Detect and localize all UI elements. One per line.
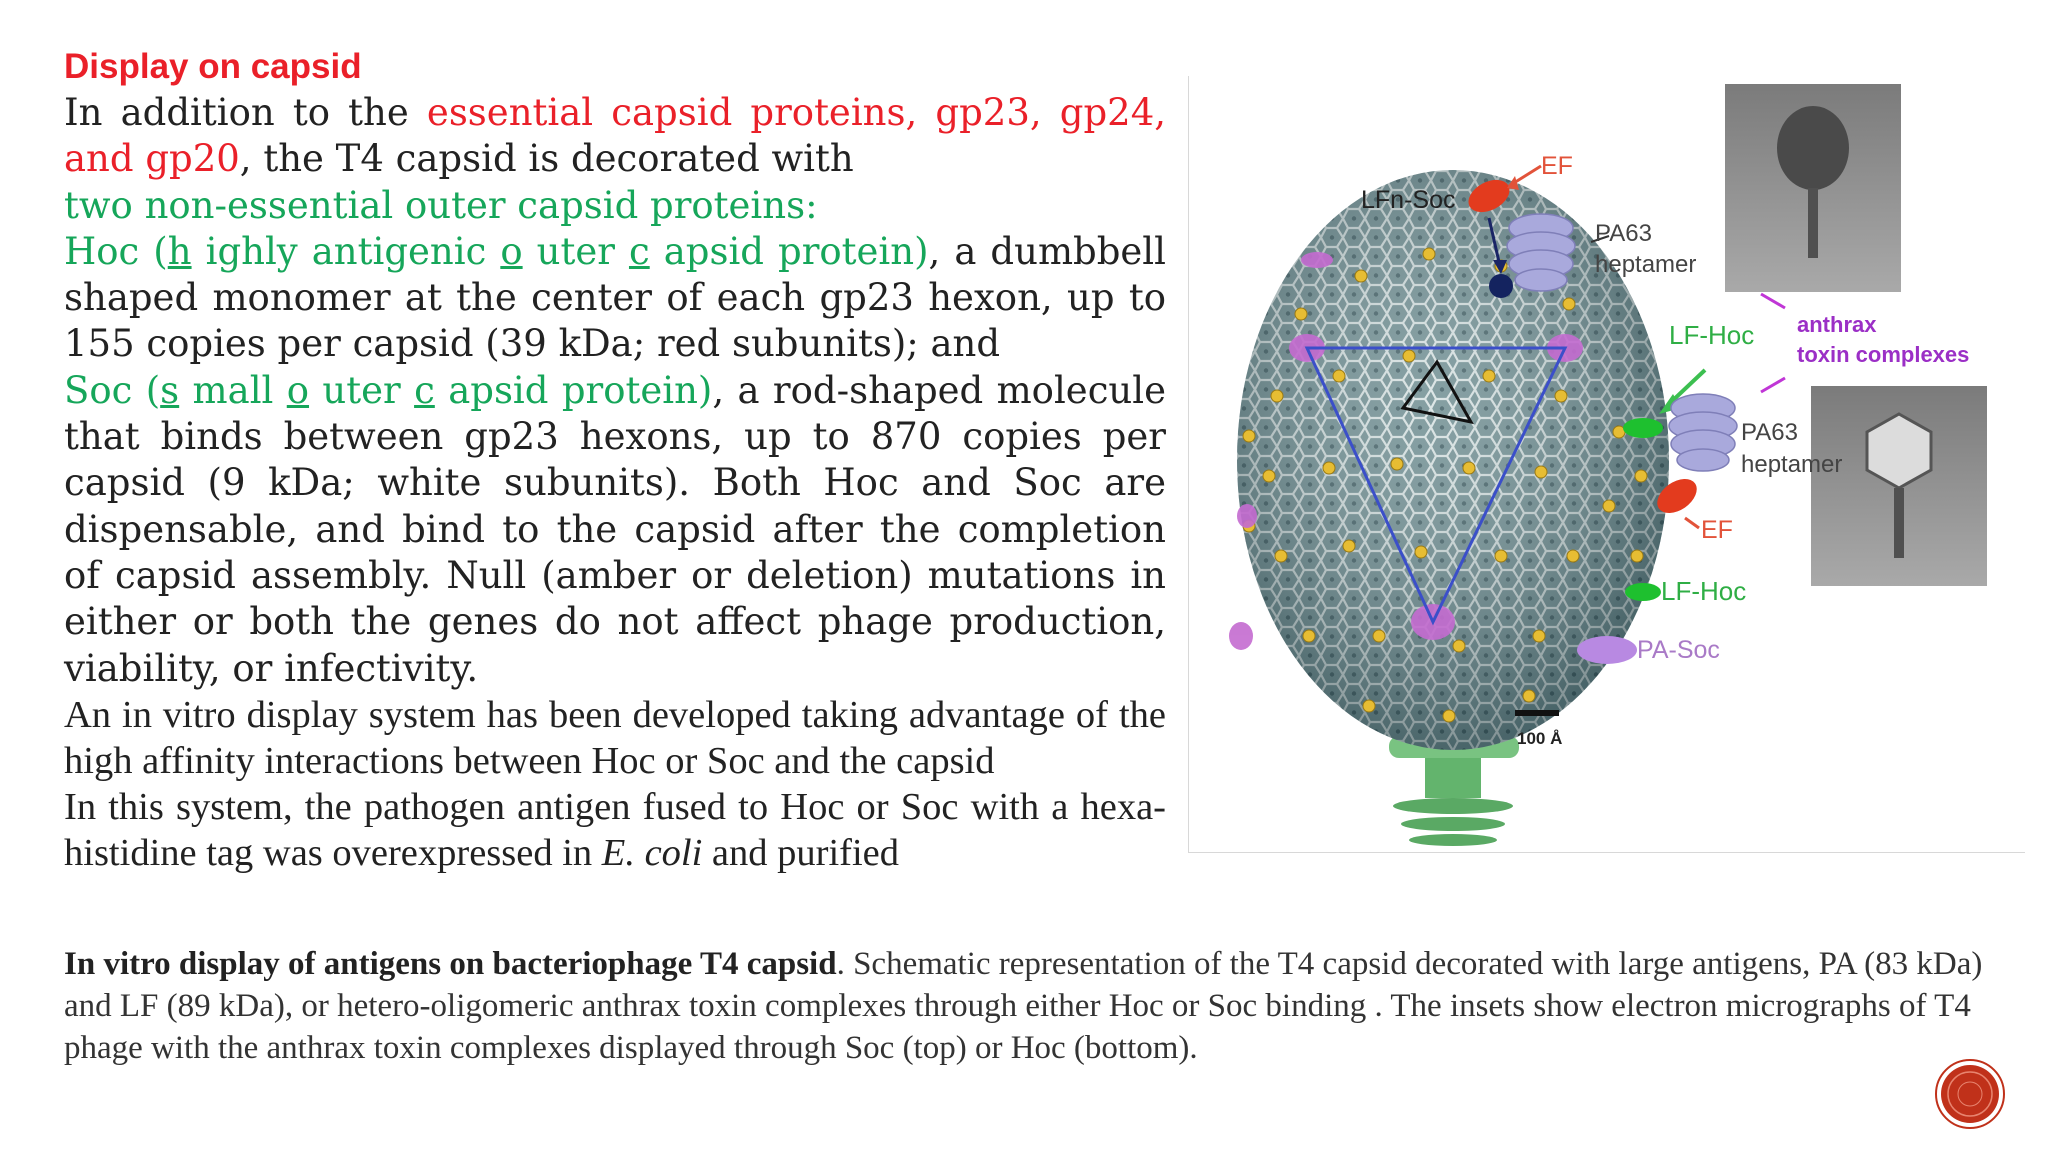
caption-title: In vitro display of antigens on bacteriophage T4 capsid (64, 946, 837, 982)
hoc-name: Hoc (h ighly antigenic o uter c apsid protein) (64, 229, 929, 273)
paragraph-intro (64, 90, 1166, 183)
nonessential-text: two non-essential outer capsid proteins: (64, 183, 818, 227)
essential-proteins-text: essential capsid proteins, gp23, gp24, and gp20 (64, 91, 1166, 181)
intro-text: In addition to the (64, 91, 427, 134)
body-text (64, 90, 1166, 876)
lfn-soc-marker (1489, 274, 1513, 298)
t4-capsid-figure (1188, 76, 2025, 853)
soc-name: Soc (s mall o uter c apsid protein) (64, 368, 713, 412)
paragraph-system: In this system, the pathogen antigen fused to Hoc or Soc with a hexa-histidine tag was overexpressed in E. coli and purified (64, 785, 1166, 874)
seal-logo-icon (1934, 1058, 2006, 1130)
scale-bar (1515, 710, 1559, 716)
label-pa63-mid: PA63 (1741, 419, 1798, 446)
label-lf-hoc-bottom: LF-Hoc (1661, 576, 1747, 606)
hoc-description: , a dumbbell shaped monomer at the center of each gp23 hexon, up to 155 copies per capsid (39 kDa; red subunits); and (64, 229, 1166, 366)
intro-text-cont: , the T4 capsid is decorated with (239, 137, 854, 181)
lf-hoc-bottom-marker (1625, 583, 1661, 601)
label-lf-hoc-top: LF-Hoc (1669, 320, 1755, 350)
label-pa63-top: PA63 (1595, 220, 1652, 247)
soc-description: , a rod-shaped molecule that binds between gp23 hexons, up to 870 copies per capsid (9 kDa; white subunits). Both Hoc and Soc are dispensable, and bind to the capsid after the completion of capsid assembly. Null (amber or deletion) mutations in either or both the genes do not affect phage production, viability, or infectivity. (64, 368, 1166, 690)
pa-soc-marker (1577, 636, 1637, 664)
label-lfn-soc: LFn-Soc (1361, 186, 1456, 214)
figure-caption (64, 943, 2014, 1069)
label-heptamer-mid: heptamer (1741, 451, 1843, 478)
scale-label: 100 Å (1517, 729, 1563, 748)
ecoli-italic: E. coli (601, 831, 703, 874)
label-ef-top: EF (1541, 152, 1573, 180)
slide-title: Display on capsid (64, 47, 362, 86)
pa63-top-cluster (1507, 214, 1575, 291)
paragraph-display-system: An in vitro display system has been developed taking advantage of the high affinity interactions between Hoc or Soc and the capsid (64, 693, 1166, 782)
caption-text: . Schematic representation of the T4 capsid decorated with large antigens, PA (83 kDa) and LF (89 kDa), or hetero-oligomeric anthrax toxin complexes through either Hoc or Soc binding . The insets show electron micrographs of T4 phage with the anthrax toxin complexes displayed through Soc (top) or Hoc (bottom). (64, 946, 1983, 1066)
label-ef-bottom: EF (1701, 516, 1733, 544)
label-heptamer-top: heptamer (1595, 251, 1697, 278)
label-pa-soc: PA-Soc (1637, 636, 1720, 664)
pa63-mid-cluster (1669, 394, 1737, 471)
label-anthrax: anthrax (1797, 312, 1877, 337)
capsid-diagram (1189, 76, 2025, 852)
paragraph-soc (64, 368, 1166, 692)
label-toxin-complexes: toxin complexes (1797, 342, 1970, 367)
lf-hoc-mid-marker (1623, 418, 1663, 438)
paragraph-hoc (64, 229, 1166, 368)
